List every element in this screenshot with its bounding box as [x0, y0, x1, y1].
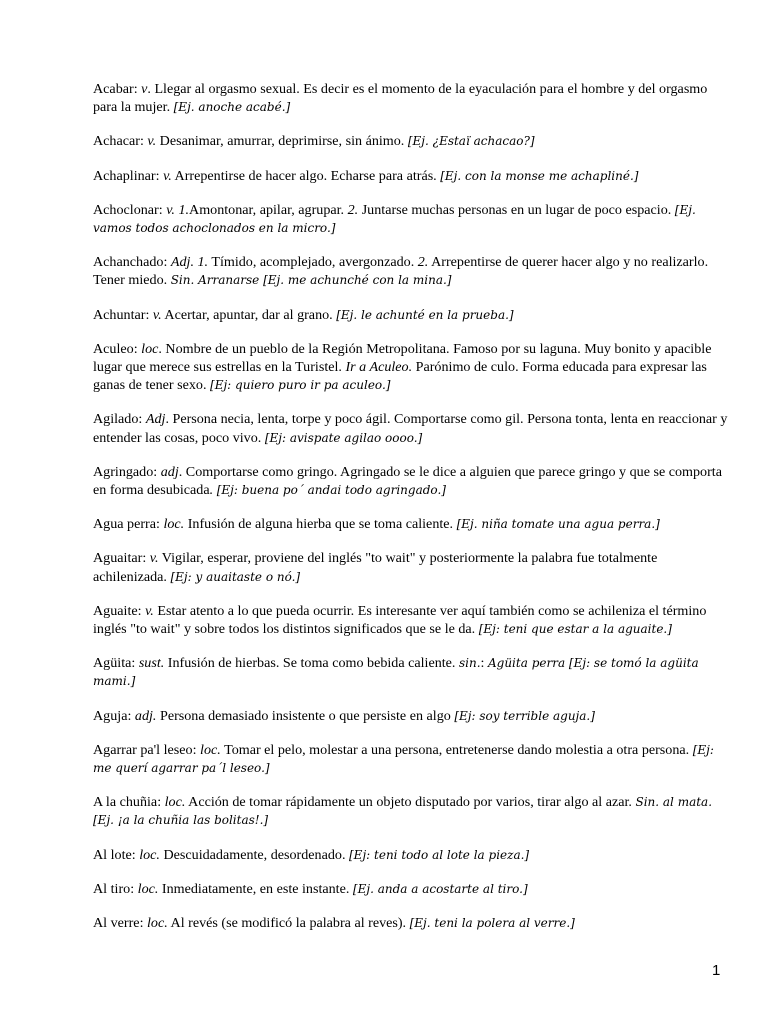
part-of-speech: Adj. 1.: [170, 254, 209, 271]
glossary-entry: A la chuñia: loc. Acción de tomar rápidamente un objeto disputado por varios, tirar algo al azar. Sin. al mata. [Ej. ¡a la chuñia las bolitas!.]: [93, 794, 713, 828]
glossary-entries: [93, 80, 733, 948]
definition-text: :: [480, 655, 488, 672]
glossary-entry: Aguja: adj. Persona demasiado insistente o que persiste en algo [Ej: soy terrible aguja.]: [93, 707, 595, 724]
entry-term: Agringado: [93, 463, 154, 480]
usage-example: [Ej: y auaitaste o nó.]: [170, 569, 301, 584]
entry-term: Al tiro: [93, 880, 131, 897]
part-of-speech: Adj: [145, 411, 166, 428]
usage-example: [Ej. niña tomate una agua perra.]: [456, 517, 660, 532]
definition-text: Al revés (se modificó la palabra al reves).: [167, 915, 410, 932]
definition-text: Descuidadamente, desordenado.: [159, 846, 349, 863]
definition-text: . Nombre de un pueblo de la Región Metropolitana. Famoso por su laguna. Muy bonito y apacible lugar que merece sus estrellas en la Turistel.: [93, 340, 712, 376]
glossary-entry: Al lote: loc. Descuidadamente, desordenado. [Ej: teni todo al lote la pieza.]: [93, 846, 530, 863]
definition-text: Persona demasiado insistente o que persiste en algo: [156, 707, 455, 724]
part-of-speech: sust.: [138, 655, 165, 672]
entry-term: Aguaite: [93, 602, 138, 619]
usage-example: [Ej. anda a acostarte al tiro.]: [352, 881, 528, 896]
entry-term: A la chuñia: [93, 794, 158, 811]
definition-text: . Persona necia, lenta, torpe y poco ágil. Comportarse como gil. Persona tonta, lenta en reaccionar y entender las cosas, poco vivo.: [93, 411, 728, 446]
part-of-speech: loc.: [164, 794, 186, 811]
definition-text: Amontonar, apilar, agrupar.: [189, 201, 348, 218]
entry-term: Acabar: [93, 81, 134, 97]
glossary-entry: Aguaitar: v. Vigilar, esperar, proviene del inglés "to wait" y posteriormente la palabra fue totalmente achilenizada. [Ej: y auaitaste o nó.]: [93, 550, 658, 585]
part-of-speech: v.: [147, 133, 157, 150]
usage-example: [Ej. con la monse me achapliné.]: [440, 168, 639, 183]
entry-term: Achacar: [93, 133, 140, 150]
definition-text: Inmediatamente, en este instante.: [158, 880, 353, 897]
part-of-speech: v: [141, 81, 148, 97]
entry-term: Al verre: [93, 915, 140, 932]
entry-term: Aguja: [93, 707, 128, 724]
part-of-speech: adj.: [134, 707, 157, 724]
entry-term: Agüita: [93, 655, 132, 672]
usage-example: Sin. al mata. [Ej. ¡a la chuñia las bolitas!.]: [93, 795, 713, 828]
glossary-entry: Agüita: sust. Infusión de hierbas. Se toma como bebida caliente. sin.: Agüita perra [Ej: se tomó la agüita mami.]: [93, 655, 699, 689]
entry-term: Al lote: [93, 846, 132, 863]
entry-term: Aguaitar: [93, 550, 143, 567]
glossary-entry: Aguaite: v. Estar atento a lo que pueda ocurrir. Es interesante ver aquí también como se achileniza el término inglés "to wait" y sobre todos los distintos significados que se le da. [Ej: teni que estar a la aguaite.]: [93, 602, 707, 638]
glossary-entry: Achoclonar: v. 1.Amontonar, apilar, agrupar. 2. Juntarse muchas personas en un lugar de poco espacio. [Ej. vamos todos achoclonados en la micro.]: [93, 201, 696, 236]
entry-term: Achoclonar: [93, 201, 159, 218]
glossary-entry: Agringado: adj. Comportarse como gringo. Agringado se le dice a alguien que parece gringo y que se comporta en forma desubicada. [Ej: buena po´ andai todo agringado.]: [93, 463, 722, 499]
entry-term: Aculeo: [93, 340, 134, 357]
usage-example: [Ej. le achunté en la prueba.]: [336, 307, 514, 322]
definition-text: . Comportarse como gringo. Agringado se le dice a alguien que parece gringo y que se comporta en forma desubicada: [93, 463, 722, 499]
entry-term: Agua perra: [93, 516, 156, 533]
part-of-speech: v.: [145, 602, 154, 619]
usage-example: [Ej. anoche acabé.]: [173, 100, 291, 115]
usage-example: Sin. Arranarse [Ej. me achunché con la mina.]: [170, 273, 452, 288]
part-of-speech: Ir a Aculeo.: [345, 359, 413, 376]
part-of-speech: loc.: [200, 741, 221, 758]
definition-text: Infusión de alguna hierba que se toma caliente.: [184, 516, 457, 533]
part-of-speech: loc: [141, 340, 159, 357]
part-of-speech: 2.: [417, 254, 429, 271]
part-of-speech: adj: [160, 463, 179, 480]
part-of-speech: loc.: [139, 846, 160, 863]
usage-example: [Ej: teni todo al lote la pieza.]: [349, 847, 530, 862]
definition-text: Tímido, acomplejado, avergonzado.: [208, 254, 418, 271]
definition-text: Acción de tomar rápidamente un objeto disputado por varios, tirar algo al azar.: [185, 794, 636, 811]
part-of-speech: 2.: [347, 201, 359, 218]
definition-text: . Llegar al orgasmo sexual. Es decir es el momento de la eyaculación para el hombre y del orgasmo para la mujer.: [93, 81, 708, 116]
glossary-entry: Achaplinar: v. Arrepentirse de hacer algo. Echarse para atrás. [Ej. con la monse me achapliné.]: [93, 167, 639, 184]
page-number: 1: [712, 962, 721, 979]
definition-text: Arrepentirse de querer hacer algo y no realizarlo. Tener miedo.: [93, 254, 709, 289]
glossary-entry: Agua perra: loc. Infusión de alguna hierba que se toma caliente. [Ej. niña tomate una agua perra.]: [93, 516, 660, 533]
part-of-speech: loc.: [147, 915, 168, 932]
definition-text: Desanimar, amurrar, deprimirse, sin ánimo.: [156, 133, 408, 150]
part-of-speech: v.: [152, 306, 162, 323]
usage-example: [Ej: teni que estar a la aguaite.]: [478, 622, 672, 637]
part-of-speech: .: [209, 482, 214, 499]
part-of-speech: v. 1.: [166, 201, 190, 218]
glossary-entry: Achanchado: Adj. 1. Tímido, acomplejado, avergonzado. 2. Arrepentirse de querer hacer algo y no realizarlo. Tener miedo. Sin. Arranarse [Ej. me achunché con la mina.]: [93, 254, 709, 289]
entry-term: Achanchado: [93, 254, 164, 271]
glossary-entry: Acabar: v. Llegar al orgasmo sexual. Es decir es el momento de la eyaculación para el hombre y del orgasmo para la mujer. [Ej. anoche acabé.]: [93, 81, 708, 116]
glossary-entry: Agarrar pa'l leseo: loc. Tomar el pelo, molestar a una persona, entretenerse dando molestia a otra persona. [Ej: me querí agarrar pa´l leseo.]: [93, 741, 714, 776]
usage-example: [Ej: buena po´ andai todo agringado.]: [216, 483, 446, 498]
part-of-speech: loc.: [163, 516, 185, 533]
usage-example: [Ej: avispate agilao oooo.]: [264, 430, 423, 445]
usage-example: [Ej: soy terrible aguja.]: [454, 708, 595, 723]
entry-term: Agarrar pa'l leseo: [93, 741, 193, 758]
glossary-entry: Al tiro: loc. Inmediatamente, en este instante. [Ej. anda a acostarte al tiro.]: [93, 880, 528, 897]
glossary-entry: Al verre: loc. Al revés (se modificó la palabra al reves). [Ej. teni la polera al verre.]: [93, 915, 575, 932]
entry-term: Achaplinar: [93, 167, 156, 184]
usage-example: [Ej. vamos todos achoclonados en la micro.]: [93, 202, 696, 236]
definition-text: Vigilar, esperar, proviene del inglés "to wait" y posteriormente la palabra fue totalmente achilenizada.: [93, 550, 658, 585]
usage-example: [Ej: me querí agarrar pa´l leseo.]: [93, 742, 714, 776]
glossary-entry: Aculeo: loc. Nombre de un pueblo de la Región Metropolitana. Famoso por su laguna. Muy bonito y apacible lugar que merece sus estrellas en la Turistel. Ir a Aculeo. Parónimo de culo. Forma educada para expresar las ganas de tener sexo. [Ej: quiero puro ir pa aculeo.]: [93, 340, 712, 394]
definition-text: Acertar, apuntar, dar al grano.: [161, 306, 337, 323]
definition-text: Tomar el pelo, molestar a una persona, entretenerse dando molestia a otra persona.: [220, 741, 693, 758]
entry-term: Agilado: [93, 411, 139, 428]
entry-term: Achuntar: [93, 306, 146, 323]
part-of-speech: v.: [163, 167, 172, 184]
definition-text: Estar atento a lo que pueda ocurrir. Es interesante ver aquí también como se achileniza el término inglés "to wait" y sobre todos los distintos significados que se le da.: [93, 602, 707, 638]
usage-example: [Ej. ¿Estaï achacao?]: [407, 134, 535, 149]
definition-text: Parónimo de culo. Forma educada para expresar las ganas de tener sexo.: [93, 359, 707, 394]
definition-text: Juntarse muchas personas en un lugar de poco espacio.: [358, 201, 675, 218]
glossary-entry: Achuntar: v. Acertar, apuntar, dar al grano. [Ej. le achunté en la prueba.]: [93, 306, 514, 323]
usage-example: [Ej. teni la polera al verre.]: [409, 916, 575, 931]
usage-example: sin.: [458, 656, 481, 671]
usage-example: [Ej: quiero puro ir pa aculeo.]: [210, 378, 391, 393]
definition-text: Infusión de hierbas. Se toma como bebida caliente.: [164, 655, 459, 672]
glossary-entry: Agilado: Adj. Persona necia, lenta, torpe y poco ágil. Comportarse como gil. Persona tonta, lenta en reaccionar y entender las cosas, poco vivo. [Ej: avispate agilao oooo.]: [93, 411, 728, 446]
part-of-speech: loc.: [137, 880, 159, 897]
glossary-entry: Achacar: v. Desanimar, amurrar, deprimirse, sin ánimo. [Ej. ¿Estaï achacao?]: [93, 133, 535, 150]
part-of-speech: v.: [149, 550, 159, 567]
definition-text: Arrepentirse de hacer algo. Echarse para atrás.: [171, 167, 441, 184]
usage-example: Agüita perra [Ej: se tomó la agüita mami.]: [93, 656, 699, 689]
